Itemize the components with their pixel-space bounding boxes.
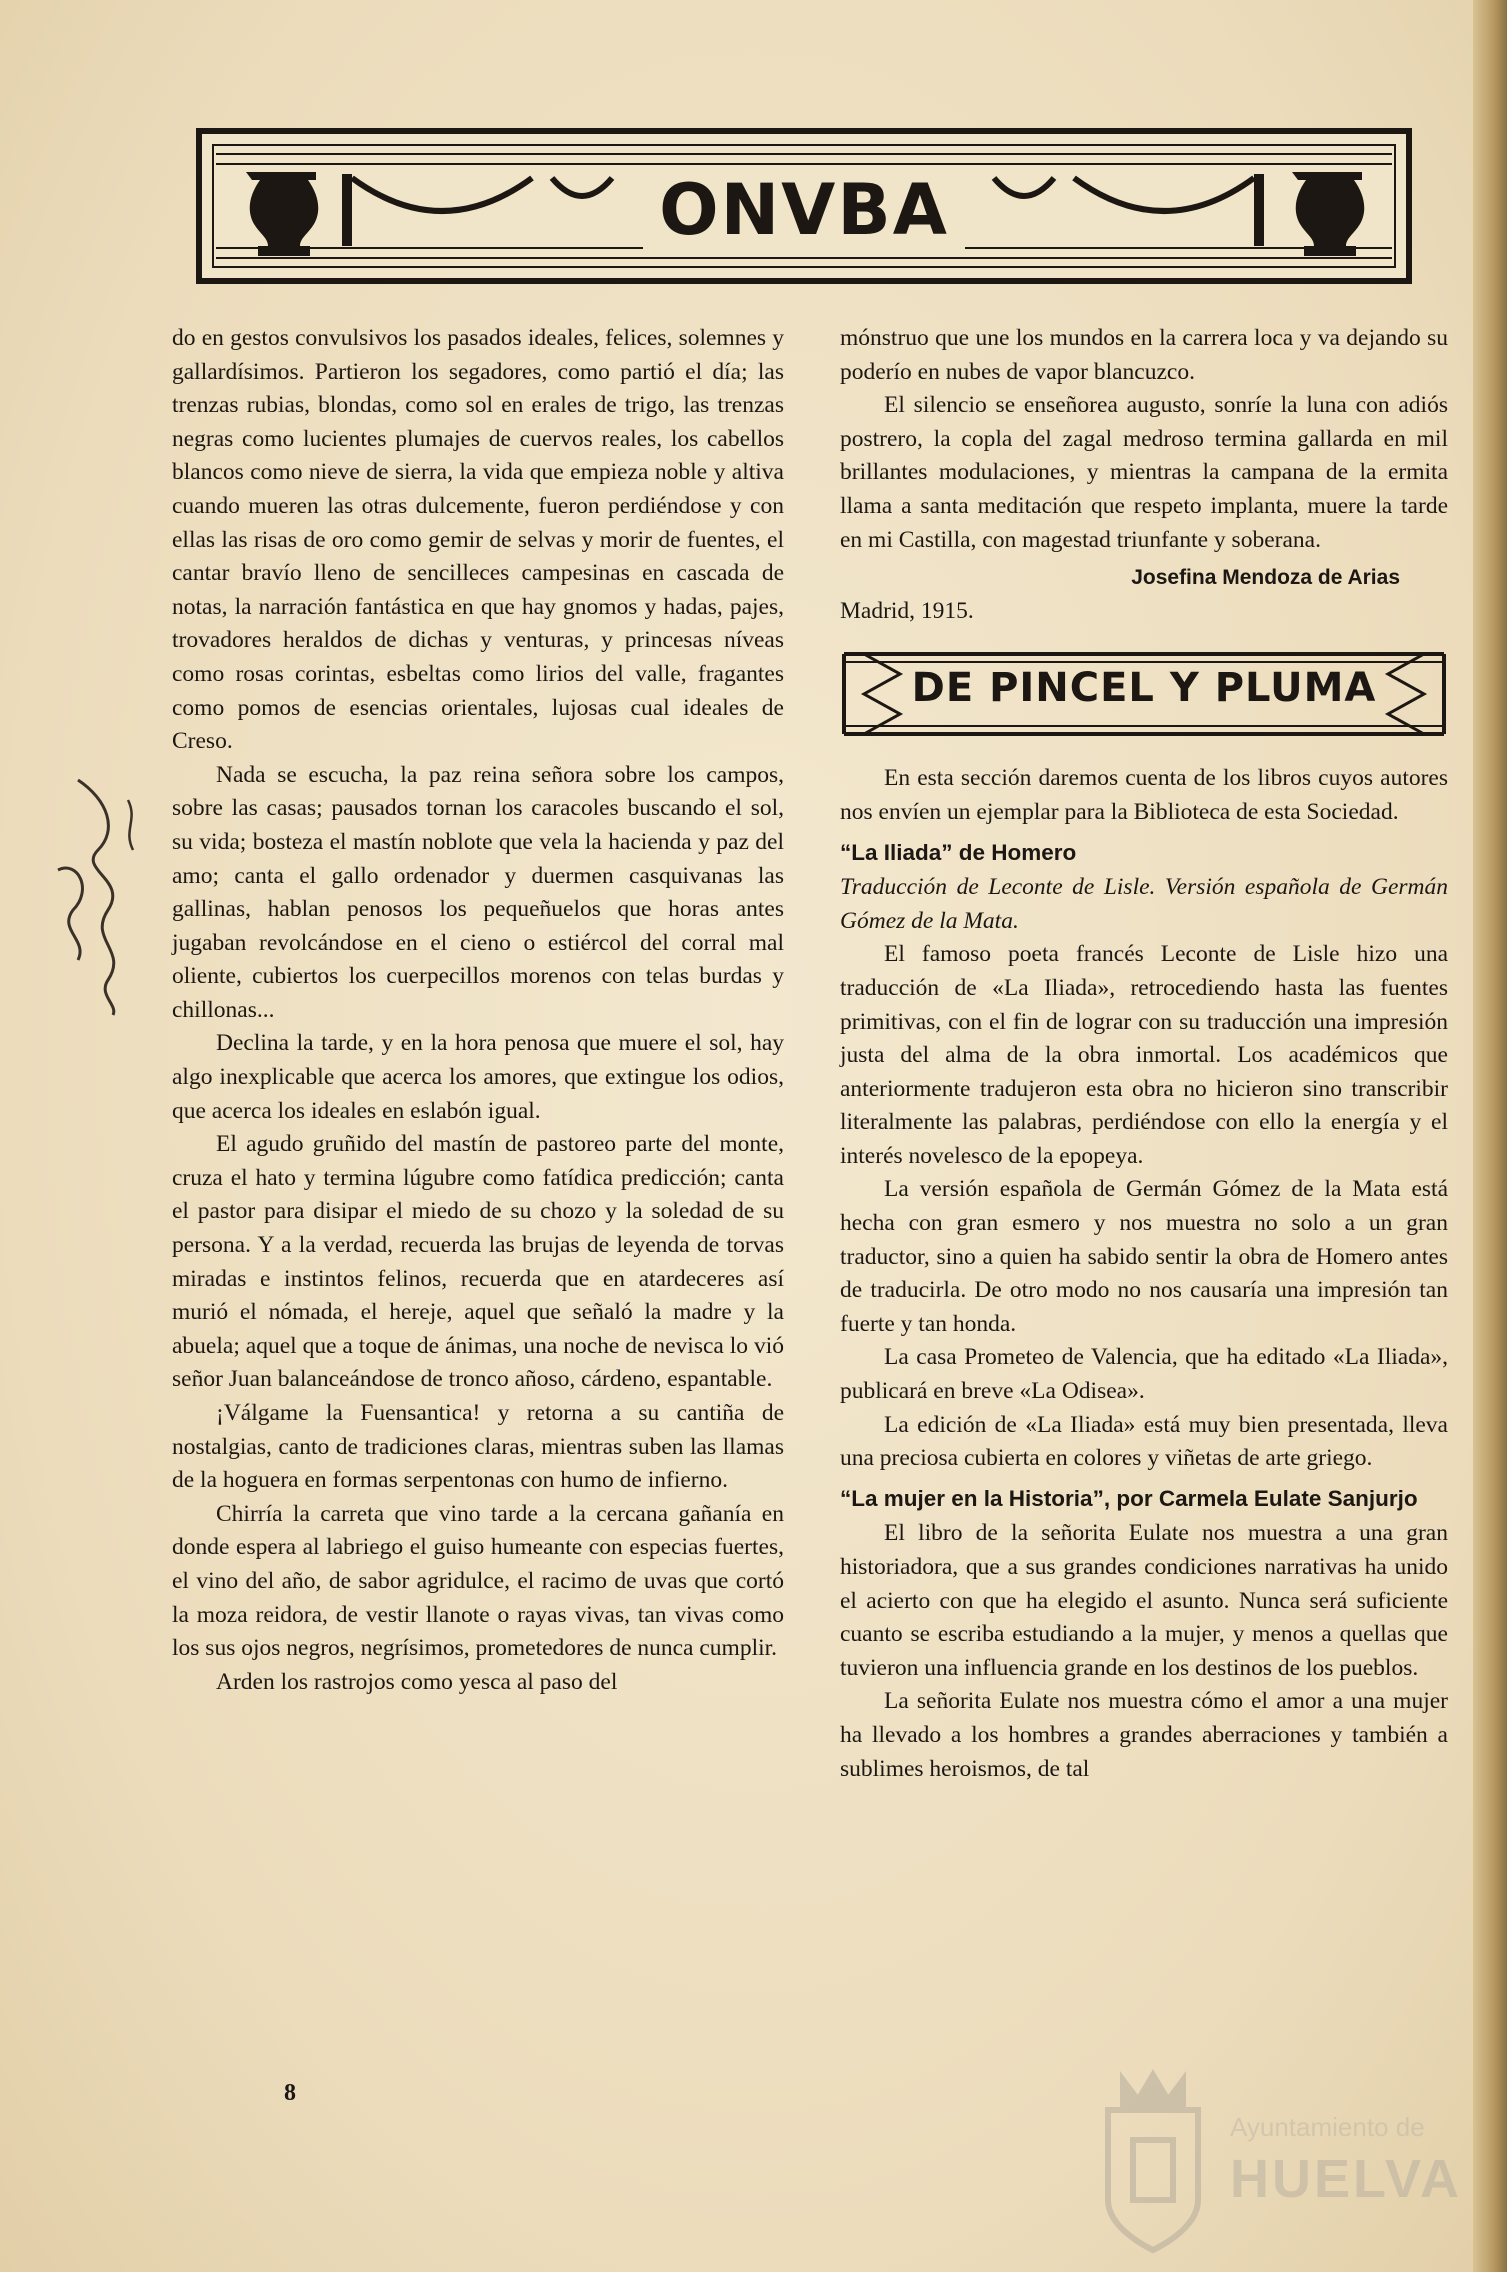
watermark-line1: Ayuntamiento de: [1230, 2112, 1425, 2142]
paragraph: La casa Prometeo de Valencia, que ha editado «La Iliada», publicará en breve «La Odisea».: [840, 1344, 1448, 1405]
paragraph: ¡Válgame la Fuensantica! y retorna a su cantiña de nostalgias, canto de tradiciones claras, mientras suben las llamas de la hoguera en formas serpentonas con humo de infierno.: [172, 1400, 784, 1494]
huelva-coat-of-arms-icon: [1088, 2060, 1218, 2260]
paragraph: Chirría la carreta que vino tarde a la cercana gañanía en donde espera al labriego el guiso humeante con especias fuertes, el vino del año, de sabor agridulce, el racimo de uvas que cortó la moza reidora, de vestir llanote o rayas vivas, tan vivas como los sus ojos negros, negrísimos, prometedores de nunca cumplir.: [172, 1500, 784, 1662]
review-heading: “La Iliada” de Homero: [840, 839, 1077, 865]
masthead: [196, 128, 1412, 284]
paragraph: El famoso poeta francés Leconte de Lisle hizo una traducción de «La Iliada», retrocediendo hasta las fuentes primitivas, con el fin de lograr con su traducción una impresión justa del alma de la obra inmortal. Los académicos que anteriormente tradujeron esta obra no hicieron sino transcribir literalmente las palabras, perdiéndose con ello la energía y el interés novelesco de la epopeya.: [840, 941, 1448, 1169]
handwritten-signature-icon: [38, 760, 158, 1020]
review-subtitle: Traducción de Leconte de Lisle. Versión española de Germán Gómez de la Mata.: [840, 874, 1448, 934]
paragraph: En esta sección daremos cuenta de los libros cuyos autores nos envíen un ejemplar para la Biblioteca de esta Sociedad.: [840, 765, 1448, 825]
section-title: DE PINCEL Y PLUMA: [911, 665, 1377, 712]
paragraph: El libro de la señorita Eulate nos muestra a una gran historiadora, que a sus grandes condiciones narrativas ha unido el acierto con que ha elegido el asunto. Nunca será suficiente cuanto se escriba estudiando a la mujer, y menos a quellas que tuvieron una influencia grande en los destinos de los pueblos.: [840, 1520, 1448, 1681]
author-signature: Josefina Mendoza de Arias: [1131, 566, 1400, 590]
paragraph: La edición de «La Iliada» está muy bien presentada, lleva una preciosa cubierta en colores y viñetas de arte griego.: [840, 1411, 1448, 1472]
page-number: 8: [284, 2080, 296, 2106]
watermark-line2: HUELVA: [1230, 2149, 1462, 2209]
review-heading: “La mujer en la Historia”, por Carmela Eulate Sanjurjo: [840, 1485, 1418, 1511]
paragraph: El agudo gruñido del mastín de pastoreo parte del monte, cruza el hato y termina lúgubre como fatídica predicción; canta el pastor para disipar el miedo de su chozo y la soledad de su persona. Y a la verdad, recuerda las brujas de leyenda de torvas miradas e instintos felinos, recuerda que en atardeceres así murió el nómada, el hereje, aquel que señaló la madre y la abuela; aquel que a toque de ánimas, una noche de nevisca lo vió señor Juan balanceándose de tronco añoso, cárdeno, espantable.: [172, 1131, 784, 1393]
masthead-title: ONVBA: [202, 170, 1406, 250]
paragraph: Nada se escucha, la paz reina señora sobre los campos, sobre las casas; pausados tornan los caracoles buscando el sol, su vida; bosteza el mastín noblote que vela la hacienda y paz del amo; canta el gallo ordenador y duermen casquivanas las gallinas, hablan penosos los pequeñuelos que horas antes jugaban revolcándose en el cieno o estiércol del corral mal oliente, cubiertos los cuerpecillos morenos con telas burdas y chillonas...: [172, 761, 784, 1023]
paragraph: mónstruo que une los mundos en la carrera loca y va dejando su poderío en nubes de vapor blancuzco.: [840, 325, 1448, 385]
place-date: Madrid, 1915.: [840, 597, 974, 624]
paragraph: Arden los rastrojos como yesca al paso del: [216, 1668, 618, 1695]
paragraph: El silencio se enseñorea augusto, sonríe la luna con adiós postrero, la copla del zagal medroso termina gallarda en mil brillantes modulaciones, y mientras la campana de la ermita llama a santa meditación que respeto implanta, muere la tarde en mi Castilla, con magestad triunfante y soberana.: [840, 392, 1448, 553]
right-column: [840, 322, 1448, 1786]
watermark: [1088, 2060, 1462, 2260]
paragraph: La versión española de Germán Gómez de la Mata está hecha con gran esmero y nos muestra no solo a un gran traductor, sino a quien ha sabido sentir la obra de Homero antes de traducirla. De otro modo no nos causaría una impresión tan fuerte y tan honda.: [840, 1176, 1448, 1337]
paragraph: Declina la tarde, y en la hora penosa que muere el sol, hay algo inexplicable que acerca los amores, que extingue los odios, que acerca los ideales en eslabón igual.: [172, 1030, 784, 1124]
paragraph: do en gestos convulsivos los pasados ideales, felices, solemnes y gallardísimos. Partieron los segadores, como partió el día; las trenzas rubias, blondas, como sol en erales de trigo, las trenzas negras como lucientes plumajes de cuervos reales, los cabellos blancos como nieve de sierra, la vida que empieza noble y altiva cuando mueren las otras dulcemente, fueron perdiéndose y con ellas las risas de oro como gemir de selvas y morir de fuentes, el cantar bravío lleno de sencilleces campesinas en cascada de notas, la narración fantástica en que hay gnomos y hadas, pajes, trovadores heraldos de dichas y venturas, y princesas níveas como rosas corintas, esbeltas como lirios del valle, fragantes como pomos de esencias orientales, lujosas cual ideales de Creso.: [172, 325, 784, 755]
page-edge-shadow: [1473, 0, 1507, 2272]
section-banner: [840, 646, 1448, 742]
paragraph: La señorita Eulate nos muestra cómo el amor a una mujer ha llevado a los hombres a grandes aberraciones y también a sublimes heroismos, de tal: [840, 1688, 1448, 1782]
left-column: [172, 322, 784, 1699]
